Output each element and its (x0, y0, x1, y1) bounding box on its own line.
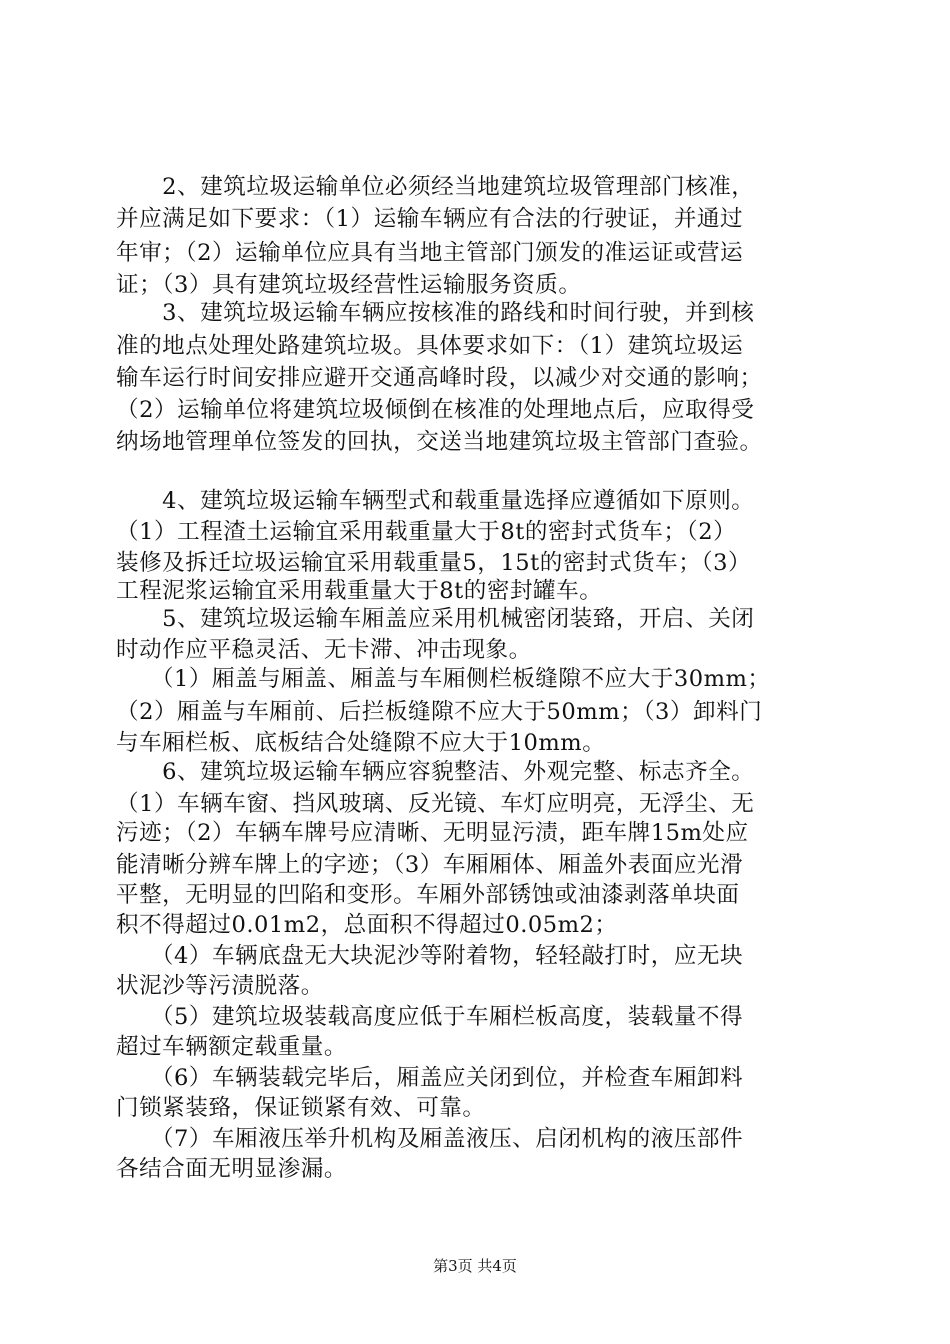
body-text-line: 各结合面无明显渗漏。 (116, 1156, 347, 1182)
body-text-line: 超过车辆额定载重量。 (116, 1034, 347, 1060)
body-text-line: 6、建筑垃圾运输车辆应容貌整洁、外观完整、标志齐全。 (116, 759, 755, 785)
body-text-line: 能清晰分辨车牌上的字迹；（3）车厢厢体、厢盖外表面应光滑 (116, 852, 744, 878)
body-text-line: 装修及拆迁垃圾运输宜采用载重量5，15t的密封式货车；（3） (116, 550, 752, 576)
body-text-line: 年审；（2）运输单位应具有当地主管部门颁发的准运证或营运 (116, 240, 744, 266)
body-text-line: 时动作应平稳灵活、无卡滞、冲击现象。 (116, 637, 532, 663)
body-text-line: 2、建筑垃圾运输单位必须经当地建筑垃圾管理部门核准， (116, 174, 755, 200)
body-text-line: （4）车辆底盘无大块泥沙等附着物，轻轻敲打时，应无块 (116, 943, 744, 969)
body-text-line: 5、建筑垃圾运输车厢盖应采用机械密闭装臵，开启、关闭 (116, 606, 755, 632)
body-text-line: 3、建筑垃圾运输车辆应按核准的路线和时间行驶，并到核 (116, 300, 755, 326)
body-text-line: 证；（3）具有建筑垃圾经营性运输服务资质。 (116, 272, 582, 298)
body-text-line: 纳场地管理单位签发的回执，交送当地建筑垃圾主管部门查验。 (116, 429, 763, 455)
body-text-line: （2）厢盖与车厢前、后拦板缝隙不应大于50mm；（3）卸料门 (116, 699, 763, 725)
body-text-line: （2）运输单位将建筑垃圾倾倒在核准的处理地点后，应取得受 (116, 397, 755, 423)
body-text-line: （7）车厢液压举升机构及厢盖液压、启闭机构的液压部件 (116, 1126, 744, 1152)
body-text-line: （5）建筑垃圾装载高度应低于车厢栏板高度，装载量不得 (116, 1004, 744, 1030)
body-text-line: 与车厢栏板、底板结合处缝隙不应大于10mm。 (116, 730, 606, 756)
body-text-line: 门锁紧装臵，保证锁紧有效、可靠。 (116, 1095, 486, 1121)
body-text-line: 积不得超过0.01m2，总面积不得超过0.05m2； (116, 912, 618, 938)
body-text-line: 平整，无明显的凹陷和变形。车厢外部锈蚀或油漆剥落单块面 (116, 882, 740, 908)
page-number-footer: 第3页 共4页 (433, 1257, 517, 1275)
body-text-line: 准的地点处理处路建筑垃圾。具体要求如下：（1）建筑垃圾运 (116, 333, 744, 359)
body-text-line: 工程泥浆运输宜采用载重量大于8t的密封罐车。 (116, 578, 603, 604)
body-text-line: （1）工程渣土运输宜采用载重量大于8t的密封式货车；（2） (116, 519, 737, 545)
body-text-line: （1）厢盖与厢盖、厢盖与车厢侧栏板缝隙不应大于30mm； (116, 666, 771, 692)
body-text-line: 污迹；（2）车辆车牌号应清晰、无明显污渍，距车牌15m处应 (116, 820, 749, 846)
body-text-line: （6）车辆装载完毕后，厢盖应关闭到位，并检查车厢卸料 (116, 1065, 744, 1091)
body-text-line: 并应满足如下要求：（1）运输车辆应有合法的行驶证，并通过 (116, 206, 744, 232)
body-text-line: 状泥沙等污渍脱落。 (116, 973, 324, 999)
body-text-line: 输车运行时间安排应避开交通高峰时段，以减少对交通的影响； (116, 365, 763, 391)
body-text-line: （1）车辆车窗、挡风玻璃、反光镜、车灯应明亮，无浮尘、无 (116, 791, 755, 817)
body-text-line: 4、建筑垃圾运输车辆型式和载重量选择应遵循如下原则。 (116, 488, 755, 514)
